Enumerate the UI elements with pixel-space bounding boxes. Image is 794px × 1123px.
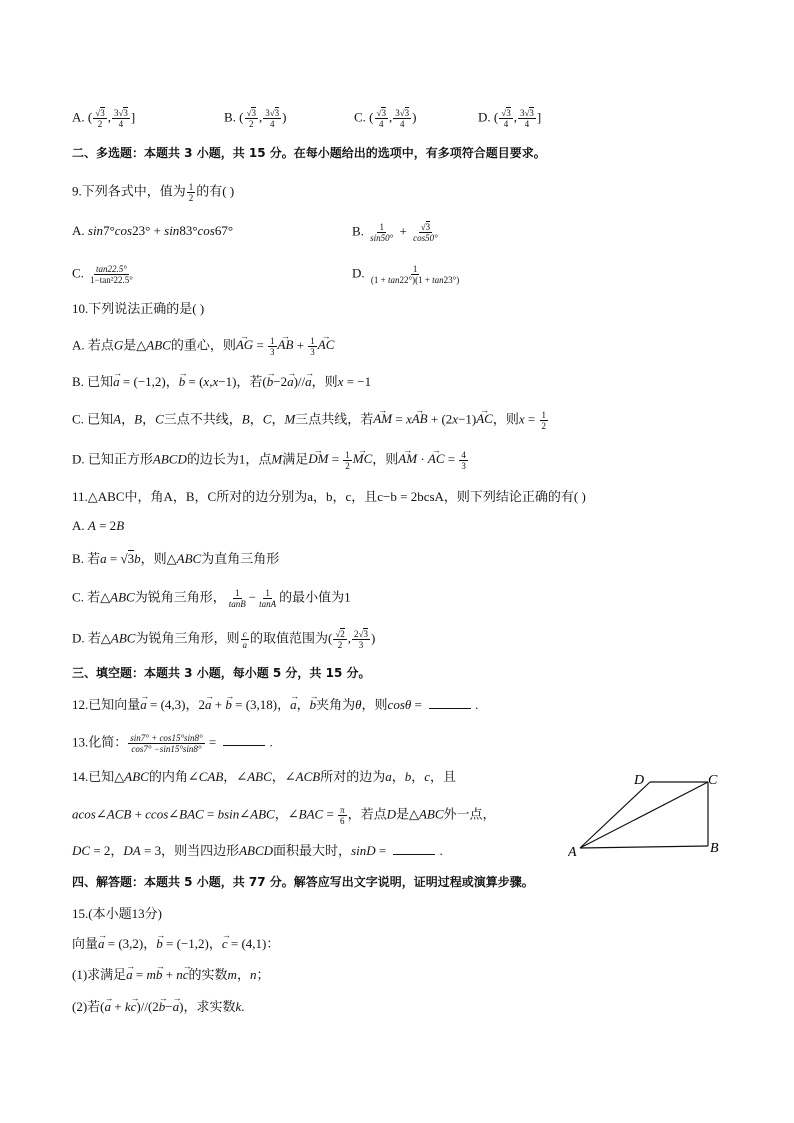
quadrilateral-figure [568, 768, 728, 860]
q8-option-a: A. ( $\frac{√3}{2}$ , $\frac{3√3}{4}$ ] [72, 108, 136, 129]
q10-stem: 10.下列说法正确的是( ) [72, 301, 205, 316]
q15-given: 向量→ a = (3,2)，→ b = (−1,2)，→ c = (4,1)： [72, 935, 279, 953]
q9-option-d: D. $\frac{1}{(1 + \tan 22^\circ)(1 + \tan 23^\circ)}$ [352, 264, 460, 285]
q9-option-c: C. $\frac{\tan 22.5^\circ}{\text{1−tan²22.5°}}$ [72, 264, 133, 285]
label-d: D [634, 773, 645, 788]
q14-line1: 14.已知△ABC的内角∠CAB，∠ABC，∠ACB所对的边为a，b，c，且 [72, 769, 457, 784]
q15-part2: (2)若(→ a + k→ c)//(2→ b−→ a)，求实数k. [72, 998, 245, 1016]
q15-part1: (1)求满足→ a = m→ b + n→ c的实数m，n； [72, 966, 269, 984]
q8-option-c: C. ( $\frac{√3}{4}$ , $\frac{3√3}{4}$ ) [354, 108, 417, 129]
q14-line3: DC = 2，DA = 3，则当四边形ABCD面积最大时，sinD = . [72, 843, 443, 858]
section-2-heading: 二、多选题：本题共 3 小题，共 15 分。在每小题给出的选项中，有多项符合题目要求。 [72, 146, 546, 160]
q12: 12.已知向量→ a = (4,3)，2→ a + → b = (3,18)，→ a，→ b夹角为θ，则cosθ = . [72, 696, 478, 714]
q10-option-d: D. 已知正方形ABCD的边长为1，点M满足→ DM = $\frac{1}{2}$ → MC，则→ AM · → AC = $\frac{4}{3}$ [72, 450, 469, 471]
q10-option-c: C. 已知A，B，C三点不共线，B，C，M三点共线，若→ AM = x→ AB + (2x−1)→ AC，则x = $\frac{1}{2}$ [72, 410, 549, 431]
q11-option-d: D. 若△ABC为锐角三角形，则 $\frac{c}{a}$ 的取值范围为( $\frac{√2}{2}$ , $\frac{2√3}{3}$ ) [72, 629, 376, 650]
q14-line2: acos∠ACB + ccos∠BAC = bsin∠ABC，∠BAC = $\frac{\pi}{6}$ ，若点D是△ABC外一点， [72, 805, 496, 826]
q10-option-b: B. 已知→ a = (−1,2)，→ b = (x,x−1)，若(→ b−2→ a)//→ a，则x = −1 [72, 373, 371, 391]
q9-option-b: B. $\frac{1}{\sin 50^\circ}$ + $\frac{√3}{\cos 50^\circ}$ [352, 222, 438, 243]
q15-head: 15.(本小题13分) [72, 906, 162, 921]
q8-option-b: B. ( $\frac{√3}{2}$ , $\frac{3√3}{4}$ ) [224, 108, 287, 129]
q13: 13.化简： $\frac{\sin 7^\circ + \cos 15^\circ\sin 8^\circ}{\cos 7^\circ -\sin 15^\circ\sin 8^\circ}$ = . [72, 733, 273, 754]
q9-stem: 9.下列各式中，值为 $\frac{1}{2}$ 的有( ) [72, 182, 235, 203]
q11-option-c: C. 若△ABC为锐角三角形， $\frac{1}{\tan B}$ − $\frac{1}{\tan A}$ 的最小值为1 [72, 588, 351, 609]
label-c: C [708, 773, 718, 788]
q11-option-b: B. 若a = √3b，则△ABC为直角三角形 [72, 551, 280, 566]
q11-stem: 11.△ABC中，角A，B，C所对的边分别为a，b，c，且c−b = 2bcsA，则下列结论正确的有( ) [72, 489, 586, 504]
label-b: B [710, 841, 719, 856]
section-3-heading: 三、填空题：本题共 3 小题，每小题 5 分，共 15 分。 [72, 666, 371, 680]
q11-option-a: A. A = 2B [72, 518, 125, 533]
q10-option-a: A. 若点G是△ABC的重心，则→ AG = $\frac{1}{3}$ → AB + $\frac{1}{3}$ → AC [72, 336, 334, 357]
q9-option-a: A. sin7°cos23° + sin83°cos67° [72, 223, 234, 238]
label-a: A [568, 845, 577, 860]
section-4-heading: 四、解答题：本题共 5 小题，共 77 分。解答应写出文字说明，证明过程或演算步骤。 [72, 875, 534, 889]
q8-option-d: D. ( $\frac{√3}{4}$ , $\frac{3√3}{4}$ ] [478, 108, 542, 129]
